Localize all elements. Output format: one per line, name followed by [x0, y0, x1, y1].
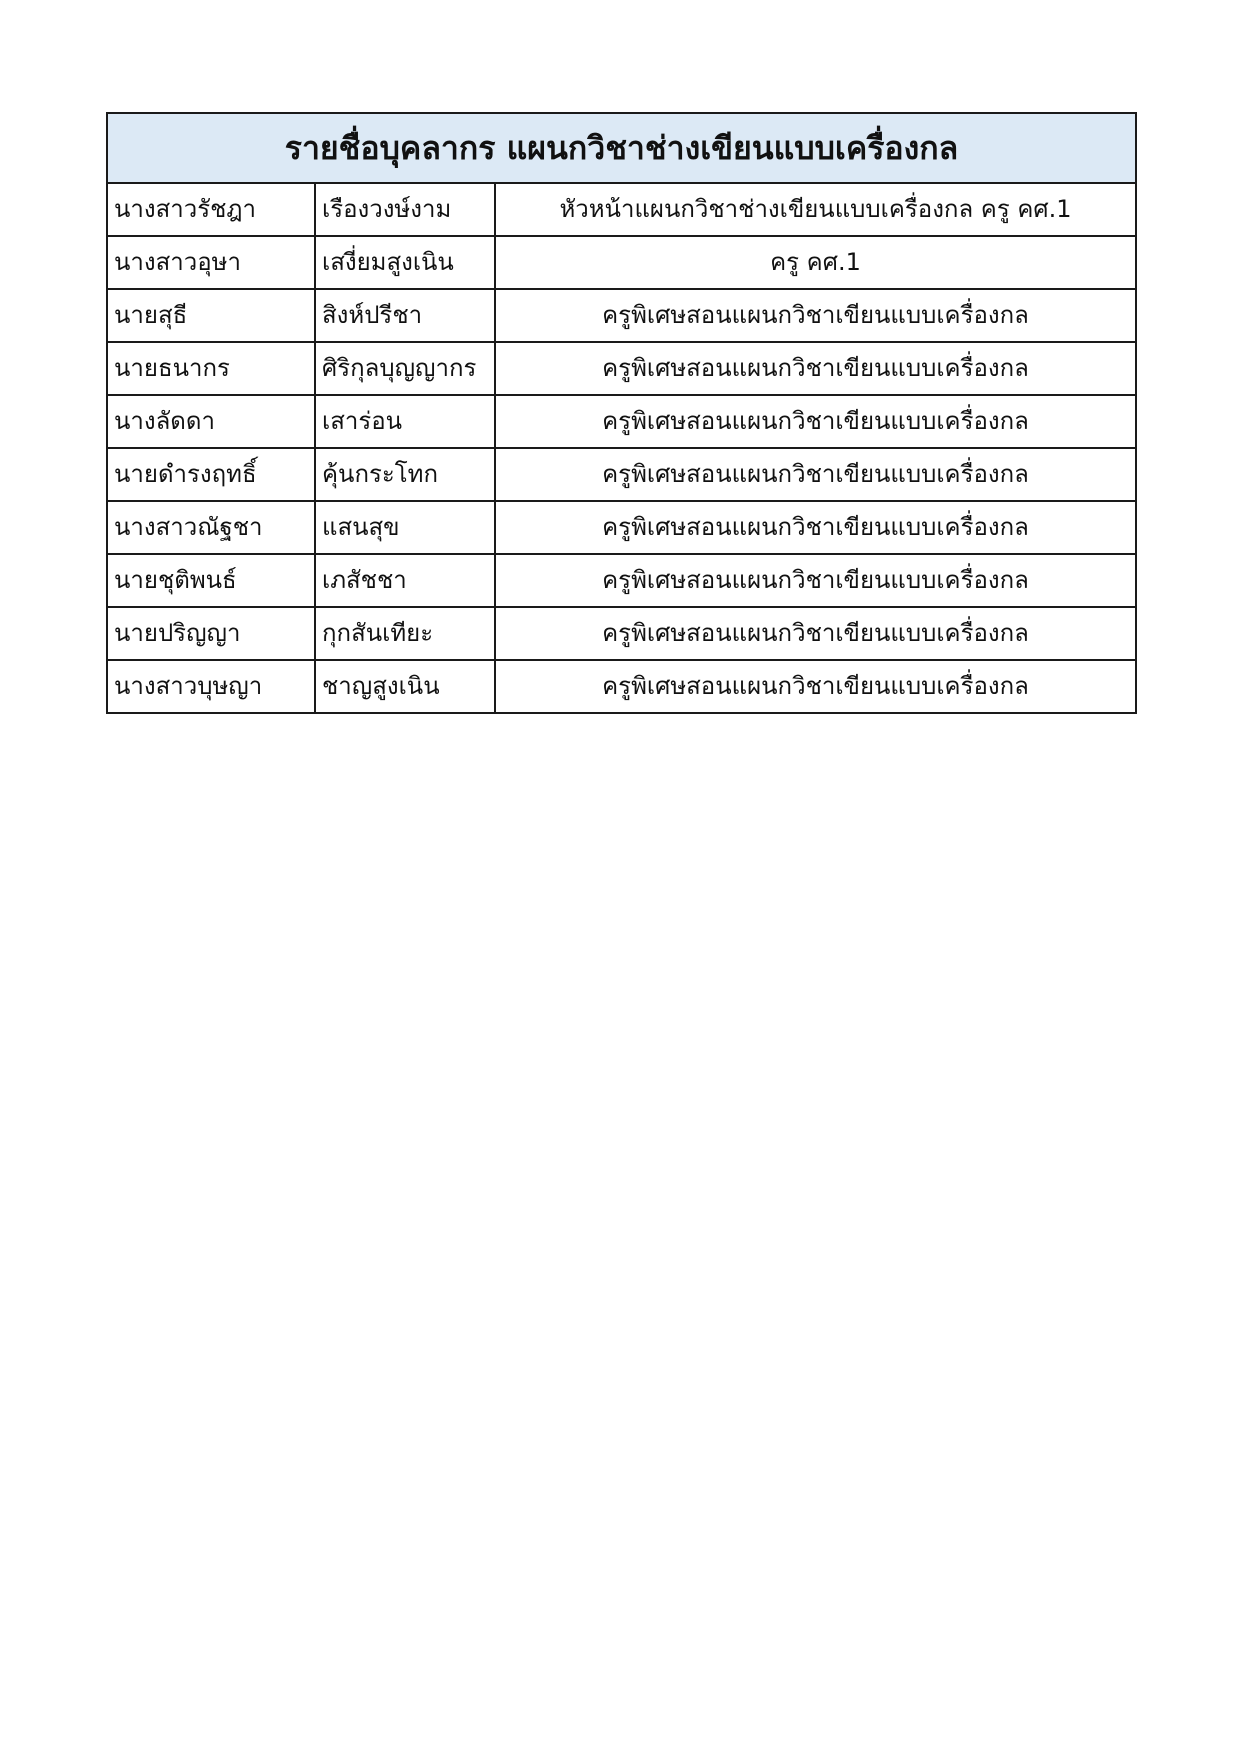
position-cell: ครูพิเศษสอนแผนกวิชาเขียนแบบเครื่องกล — [495, 395, 1136, 448]
first-name-cell: นายดำรงฤทธิ์ — [107, 448, 315, 501]
last-name-cell: เสาร่อน — [315, 395, 495, 448]
position-cell: ครู คศ.1 — [495, 236, 1136, 289]
last-name-cell: สิงห์ปรีชา — [315, 289, 495, 342]
last-name-cell: คุ้นกระโทก — [315, 448, 495, 501]
table-row — [107, 501, 1136, 554]
first-name-cell: นายสุธี — [107, 289, 315, 342]
title-row — [107, 113, 1136, 183]
first-name-cell: นางสาวบุษญา — [107, 660, 315, 713]
last-name-cell: เรืองวงษ์งาม — [315, 183, 495, 236]
table-row — [107, 395, 1136, 448]
table-row — [107, 342, 1136, 395]
position-cell: ครูพิเศษสอนแผนกวิชาเขียนแบบเครื่องกล — [495, 448, 1136, 501]
position-cell: ครูพิเศษสอนแผนกวิชาเขียนแบบเครื่องกล — [495, 607, 1136, 660]
last-name-cell: แสนสุข — [315, 501, 495, 554]
table-row — [107, 554, 1136, 607]
table-row — [107, 289, 1136, 342]
position-cell: ครูพิเศษสอนแผนกวิชาเขียนแบบเครื่องกล — [495, 289, 1136, 342]
first-name-cell: นางสาวรัชฎา — [107, 183, 315, 236]
position-cell: ครูพิเศษสอนแผนกวิชาเขียนแบบเครื่องกล — [495, 342, 1136, 395]
last-name-cell: เภสัชชา — [315, 554, 495, 607]
first-name-cell: นายธนากร — [107, 342, 315, 395]
position-cell: ครูพิเศษสอนแผนกวิชาเขียนแบบเครื่องกล — [495, 554, 1136, 607]
first-name-cell: นางสาวอุษา — [107, 236, 315, 289]
first-name-cell: นายชุติพนธ์ — [107, 554, 315, 607]
table-row — [107, 183, 1136, 236]
position-cell: หัวหน้าแผนกวิชาช่างเขียนแบบเครื่องกล ครู คศ.1 — [495, 183, 1136, 236]
document-title: รายชื่อบุคลากร แผนกวิชาช่างเขียนแบบเครื่องกล — [107, 113, 1136, 183]
first-name-cell: นายปริญญา — [107, 607, 315, 660]
last-name-cell: ศิริกุลบุญญากร — [315, 342, 495, 395]
first-name-cell: นางสาวณัฐชา — [107, 501, 315, 554]
last-name-cell: ชาญสูงเนิน — [315, 660, 495, 713]
position-cell: ครูพิเศษสอนแผนกวิชาเขียนแบบเครื่องกล — [495, 660, 1136, 713]
table-row — [107, 660, 1136, 713]
last-name-cell: เสงี่ยมสูงเนิน — [315, 236, 495, 289]
staff-table — [106, 112, 1137, 714]
position-cell: ครูพิเศษสอนแผนกวิชาเขียนแบบเครื่องกล — [495, 501, 1136, 554]
first-name-cell: นางลัดดา — [107, 395, 315, 448]
table-row — [107, 607, 1136, 660]
table-row — [107, 236, 1136, 289]
table-row — [107, 448, 1136, 501]
last-name-cell: กุกสันเทียะ — [315, 607, 495, 660]
